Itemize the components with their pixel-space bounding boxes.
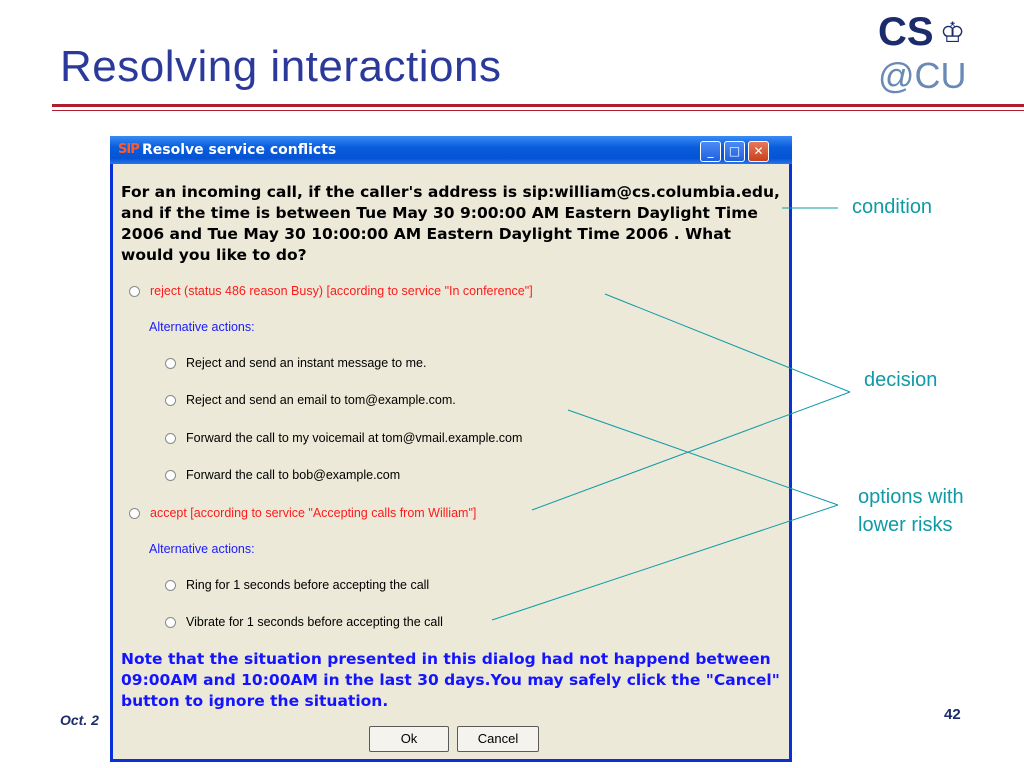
reject-option[interactable]: [129, 284, 533, 298]
logo-cs-text: CS: [878, 10, 934, 54]
resolve-conflicts-dialog: [110, 136, 792, 762]
alternatives-label: Alternative actions:: [149, 320, 255, 334]
alternatives-label: Alternative actions:: [149, 542, 255, 556]
minimize-button[interactable]: _: [700, 141, 721, 162]
condition-annotation: condition: [852, 196, 933, 218]
conflict-question: For an incoming call, if the caller's address is sip:william@cs.columbia.edu, and if the time is between Tue May 30 9:00:00 AM Eastern Daylight Time 2006 and Tue May 30 10:00:00 AM Eastern Daylight Time 2006 . What would you like to do?: [121, 183, 780, 264]
radio-icon[interactable]: [165, 358, 176, 369]
accept-option[interactable]: [129, 506, 476, 520]
crown-icon: ♔: [940, 17, 966, 48]
cs-columbia-logo: [878, 12, 988, 102]
slide-title: Resolving interactions: [60, 42, 502, 91]
title-divider-thin: [52, 110, 1024, 111]
radio-icon[interactable]: [129, 508, 140, 519]
radio-icon[interactable]: [165, 433, 176, 444]
ring-option[interactable]: [165, 578, 429, 592]
options-annotation-line2: lower risks: [858, 514, 953, 536]
forward-bob-option[interactable]: [165, 468, 400, 482]
ok-button[interactable]: Ok: [369, 726, 449, 752]
alternative-label: Ring for 1 seconds before accepting the call: [186, 578, 430, 592]
radio-icon[interactable]: [165, 580, 176, 591]
dialog-title: Resolve service conflicts: [142, 142, 337, 158]
alternative-label: Forward the call to my voicemail at tom@vmail.example.com: [186, 431, 523, 445]
footer-date: Oct. 2: [60, 712, 99, 728]
options-annotation-line1: options with: [858, 486, 964, 508]
alternative-label: Forward the call to bob@example.com: [186, 468, 401, 482]
decision-annotation: decision: [864, 369, 938, 391]
maximize-button[interactable]: □: [724, 141, 745, 162]
page-number: 42: [944, 706, 961, 723]
cancel-button[interactable]: Cancel: [457, 726, 539, 752]
alternative-label: Reject and send an email to tom@example.com.: [186, 393, 456, 407]
radio-icon[interactable]: [129, 286, 140, 297]
alternative-label: Vibrate for 1 seconds before accepting the call: [186, 615, 443, 629]
alternative-label: Reject and send an instant message to me.: [186, 356, 427, 370]
title-divider: [52, 104, 1024, 107]
reject-alternative-email[interactable]: [165, 393, 456, 407]
safety-note: Note that the situation presented in this dialog had not happend between 09:00AM and 10:00AM in the last 30 days.You may safely click the "Cancel" button to ignore the situation.: [121, 650, 780, 710]
radio-icon[interactable]: [165, 470, 176, 481]
reject-option-label: reject (status 486 reason Busy) [according to service "In conference"]: [150, 284, 533, 298]
close-button[interactable]: ✕: [748, 141, 769, 162]
radio-icon[interactable]: [165, 617, 176, 628]
reject-alternative-im[interactable]: [165, 356, 426, 370]
logo-cu-text: @CU: [878, 55, 967, 96]
dialog-titlebar[interactable]: [110, 136, 792, 164]
accept-option-label: accept [according to service "Accepting calls from William"]: [150, 506, 477, 520]
vibrate-option[interactable]: [165, 615, 443, 629]
radio-icon[interactable]: [165, 395, 176, 406]
forward-voicemail-option[interactable]: [165, 431, 522, 445]
sip-app-icon: SIP: [118, 142, 139, 157]
